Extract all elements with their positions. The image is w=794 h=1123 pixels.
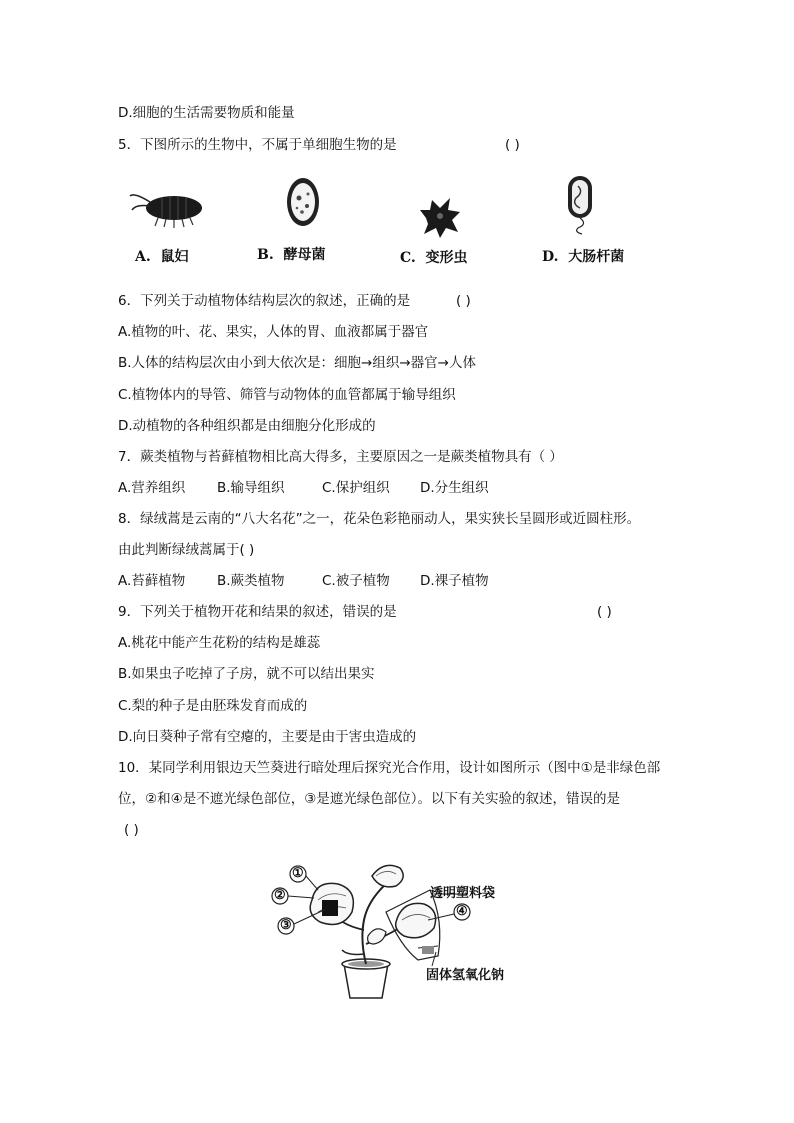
q8-stem-line2: 由此判断绿绒蒿属于( ) [118, 542, 255, 558]
q6-option-d: D.动植物的各种组织都是由细胞分化形成的 [118, 418, 376, 434]
q7-option-c: C.保护组织 [322, 480, 390, 496]
marker-4: ④ [456, 904, 468, 919]
amoeba-icon [418, 196, 462, 240]
q7-option-d: D.分生组织 [420, 480, 489, 496]
q6-option-b: B.人体的结构层次由小到大依次是：细胞→组织→器官→人体 [118, 355, 476, 371]
marker-1: ① [292, 866, 304, 881]
marker-3: ③ [280, 918, 292, 933]
q9-option-a: A.桃花中能产生花粉的结构是雄蕊 [118, 635, 321, 651]
q9-answer-paren: ( ) [597, 604, 612, 620]
q9-option-d: D.向日葵种子常有空瘪的，主要是由于害虫造成的 [118, 729, 417, 745]
q5-stem: 5．下图所示的生物中，不属于单细胞生物的是 [118, 137, 397, 153]
q10-answer-paren: ( ) [124, 822, 139, 838]
q5-caption-b: B. 酵母菌 [257, 247, 326, 263]
q8-option-b: B.蕨类植物 [217, 573, 285, 589]
woodlouse-icon [128, 188, 208, 228]
q6-stem: 6．下列关于动植物体结构层次的叙述，正确的是 [118, 293, 411, 309]
q7-option-b: B.输导组织 [217, 480, 285, 496]
q5-caption-a: A. 鼠妇 [135, 249, 189, 265]
bacterium-icon [562, 174, 598, 234]
q5-answer-paren: ( ) [505, 137, 520, 153]
q6-answer-paren: ( ) [456, 293, 471, 309]
yeast-icon [285, 176, 321, 228]
q8-option-d: D.裸子植物 [420, 573, 489, 589]
q9-stem: 9．下列关于植物开花和结果的叙述，错误的是 [118, 604, 397, 620]
q6-option-c: C.植物体内的导管、筛管与动物体的血管都属于输导组织 [118, 387, 456, 403]
q4-option-d: D.细胞的生活需要物质和能量 [118, 105, 295, 121]
q5-caption-d: D. 大肠杆菌 [542, 249, 625, 265]
q8-option-a: A.苔藓植物 [118, 573, 186, 589]
q10-stem-line1: 10．某同学利用银边天竺葵进行暗处理后探究光合作用，设计如图所示（图中①是非绿色部 [118, 760, 661, 776]
q5-caption-c: C. 变形虫 [400, 250, 468, 266]
q9-option-c: C.梨的种子是由胚珠发育而成的 [118, 698, 308, 714]
q8-stem-line1: 8．绿绒蒿是云南的“八大名花”之一，花朵色彩艳丽动人，果实狭长呈圆形或近圆柱形。 [118, 511, 641, 527]
q9-option-b: B.如果虫子吃掉了子房，就不可以结出果实 [118, 666, 375, 682]
q6-option-a: A.植物的叶、花、果实，人体的胃、血液都属于器官 [118, 324, 429, 340]
marker-2: ② [274, 888, 286, 903]
naoh-label: 固体氢氧化钠 [426, 968, 505, 983]
bag-label: 透明塑料袋 [430, 886, 496, 901]
q8-option-c: C.被子植物 [322, 573, 390, 589]
q10-stem-line2: 位，②和④是不遮光绿色部位，③是遮光绿色部位）。以下有关实验的叙述，错误的是 [118, 791, 621, 807]
q7-option-a: A.营养组织 [118, 480, 186, 496]
q7-stem: 7．蕨类植物与苔藓植物相比高大得多，主要原因之一是蕨类植物具有（ ） [118, 449, 563, 465]
